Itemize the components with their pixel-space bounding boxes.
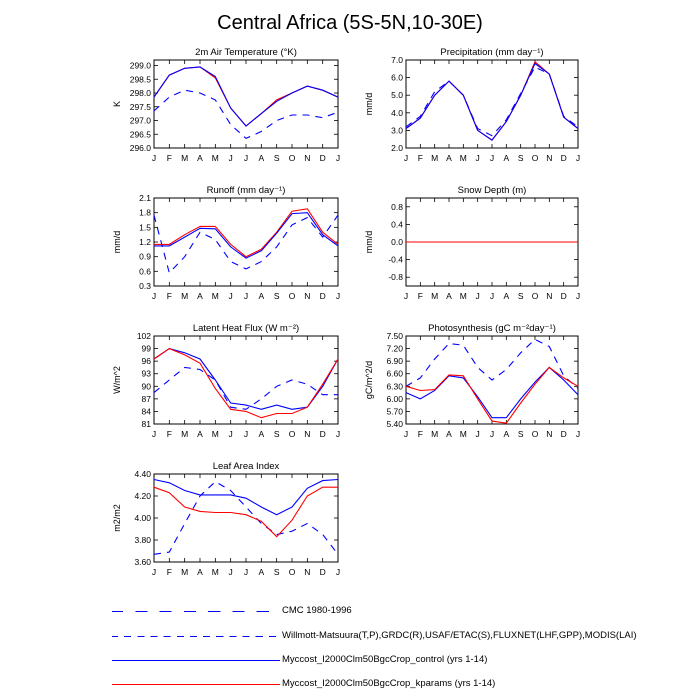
chart-panel-1 [364, 47, 580, 163]
x-tick-label: J [575, 429, 581, 439]
x-tick-label: J [489, 291, 495, 301]
x-tick-label: J [475, 291, 480, 301]
x-tick-label: M [459, 291, 467, 301]
y-axis-label: mm/d [112, 230, 122, 254]
x-tick-label: M [431, 153, 439, 163]
x-tick-label: A [258, 429, 265, 439]
x-tick-label: J [489, 153, 495, 163]
x-tick-label: S [273, 567, 280, 577]
y-tick-label: 2.0 [391, 143, 403, 153]
x-tick-label: A [258, 291, 265, 301]
chart-panel-2 [112, 185, 340, 301]
x-tick-label: A [197, 291, 203, 301]
x-tick-label: O [288, 567, 296, 577]
x-tick-label: A [503, 291, 510, 301]
y-tick-label: 1.5 [139, 222, 151, 233]
y-tick-label: 0.9 [139, 251, 151, 262]
x-tick-label: M [181, 567, 189, 577]
x-tick-label: J [489, 429, 495, 439]
x-tick-label: M [181, 291, 189, 301]
x-tick-label: J [228, 153, 233, 163]
x-tick-label: A [197, 567, 203, 577]
x-tick-label: M [211, 153, 219, 163]
x-tick-label: A [197, 429, 203, 439]
y-tick-label: 6.0 [391, 72, 403, 83]
x-tick-label: A [503, 429, 510, 439]
x-tick-label: J [151, 291, 157, 301]
x-tick-label: S [517, 429, 524, 439]
x-tick-label: O [288, 291, 296, 301]
panel-title: Snow Depth (m) [457, 185, 527, 196]
series-line-2 [406, 64, 578, 141]
y-tick-label: 93 [141, 368, 151, 379]
y-tick-label: 96 [141, 356, 151, 367]
legend-label-cmc: CMC 1980-1996 [282, 605, 352, 616]
panel-title: Runoff (mm day⁻¹) [206, 185, 286, 196]
x-tick-label: S [517, 153, 524, 163]
y-tick-label: -0.8 [388, 272, 403, 283]
y-tick-label: 0.6 [139, 266, 151, 277]
x-tick-label: M [181, 153, 189, 163]
x-tick-label: O [531, 429, 539, 439]
x-tick-label: F [417, 429, 423, 439]
x-tick-label: J [151, 429, 157, 439]
y-tick-label: 6.30 [386, 381, 403, 392]
y-tick-label: 298.5 [129, 74, 151, 85]
x-tick-label: S [273, 153, 280, 163]
y-tick-label: 0.4 [391, 219, 403, 230]
y-tick-label: 4.00 [134, 513, 151, 523]
series-line-2 [406, 367, 578, 423]
legend-line-cmc [112, 611, 280, 612]
x-tick-label: M [181, 429, 189, 439]
x-tick-label: J [403, 153, 409, 163]
y-tick-label: 7.50 [386, 331, 403, 341]
y-tick-label: 7.0 [391, 55, 403, 65]
y-axis-label: gC/m^2/d [364, 360, 374, 400]
x-tick-label: N [304, 429, 311, 439]
plot-frame [406, 60, 578, 148]
x-tick-label: N [546, 291, 553, 301]
y-tick-label: 5.40 [386, 419, 403, 429]
y-tick-label: 299.0 [129, 60, 151, 71]
y-tick-label: 296.5 [129, 129, 151, 140]
y-tick-label: 3.60 [134, 557, 151, 567]
x-tick-label: J [243, 429, 249, 439]
series-line-1 [406, 62, 578, 140]
legend-line-control [112, 660, 280, 661]
series-line-0 [154, 482, 338, 555]
x-tick-label: F [166, 291, 172, 301]
x-tick-label: J [228, 291, 233, 301]
y-tick-label: 90 [141, 381, 151, 392]
x-tick-label: J [228, 429, 233, 439]
series-line-0 [154, 215, 338, 273]
x-tick-label: N [304, 291, 311, 301]
legend-line-observations [112, 636, 280, 637]
x-tick-label: A [503, 153, 510, 163]
x-tick-label: J [243, 291, 249, 301]
x-tick-label: D [560, 291, 567, 301]
y-axis-label: m2/m2 [112, 504, 122, 532]
series-line-0 [406, 339, 578, 388]
x-tick-label: J [475, 153, 480, 163]
x-tick-label: F [417, 291, 423, 301]
x-tick-label: J [335, 567, 341, 577]
series-line-1 [406, 367, 578, 417]
x-tick-label: F [166, 429, 172, 439]
x-tick-label: O [288, 153, 296, 163]
x-tick-label: D [560, 153, 567, 163]
chart-panel-5 [364, 323, 580, 439]
y-tick-label: 6.00 [386, 393, 403, 404]
plot-frame [154, 60, 338, 148]
chart-panel-0 [112, 47, 340, 163]
legend-line-kparams [112, 684, 280, 685]
x-tick-label: J [403, 291, 409, 301]
x-tick-label: N [304, 567, 311, 577]
x-tick-label: J [243, 153, 249, 163]
y-tick-label: 4.0 [391, 107, 403, 118]
y-axis-label: mm/d [364, 92, 374, 116]
x-tick-label: A [197, 153, 203, 163]
x-tick-label: F [166, 567, 172, 577]
x-tick-label: A [446, 429, 452, 439]
x-tick-label: J [151, 567, 157, 577]
y-tick-label: 6.90 [386, 356, 403, 367]
legend-label-control: Myccost_I2000Clm50BgcCrop_control (yrs 1-14) [282, 654, 488, 665]
chart-panel-6 [112, 461, 340, 577]
x-tick-label: M [211, 429, 219, 439]
chart-panel-3 [364, 185, 580, 301]
chart-panel-4 [112, 323, 340, 439]
x-tick-label: F [166, 153, 172, 163]
x-tick-label: S [517, 291, 524, 301]
panel-title: 2m Air Temperature (°K) [195, 47, 297, 58]
y-tick-label: 87 [141, 393, 151, 404]
y-tick-label: 5.0 [391, 90, 403, 101]
y-tick-label: 0.0 [391, 237, 403, 247]
series-line-2 [154, 349, 338, 418]
series-line-2 [154, 67, 338, 126]
y-tick-label: 297.5 [129, 101, 151, 112]
panel-title: Photosynthesis (gC m⁻²day⁻¹) [428, 323, 556, 334]
x-tick-label: O [288, 429, 296, 439]
panel-title: Precipitation (mm day⁻¹) [440, 47, 544, 58]
x-tick-label: D [560, 429, 567, 439]
x-tick-label: D [319, 153, 326, 163]
y-tick-label: 297.0 [129, 115, 151, 126]
series-line-1 [154, 209, 338, 257]
panel-title: Latent Heat Flux (W m⁻²) [192, 323, 300, 334]
y-tick-label: 102 [136, 331, 151, 341]
x-tick-label: F [417, 153, 423, 163]
x-tick-label: M [211, 567, 219, 577]
x-tick-label: M [211, 291, 219, 301]
x-tick-label: M [459, 429, 467, 439]
y-axis-label: W/m^2 [112, 366, 122, 394]
x-tick-label: A [258, 567, 265, 577]
x-tick-label: S [273, 291, 280, 301]
x-tick-label: S [273, 429, 280, 439]
x-tick-label: M [431, 291, 439, 301]
x-tick-label: J [228, 567, 233, 577]
y-tick-label: 5.70 [386, 406, 403, 417]
x-tick-label: J [335, 291, 341, 301]
x-tick-label: D [319, 429, 326, 439]
y-axis-label: mm/d [364, 230, 374, 254]
y-tick-label: 296.0 [129, 143, 151, 153]
y-tick-label: 298.0 [129, 88, 151, 98]
x-tick-label: N [546, 153, 553, 163]
panel-title: Leaf Area Index [212, 461, 280, 472]
x-tick-label: J [403, 429, 409, 439]
x-tick-label: J [243, 567, 249, 577]
series-line-0 [154, 90, 338, 138]
y-axis-label: K [112, 100, 122, 108]
y-tick-label: 99 [141, 343, 151, 354]
plot-frame [154, 198, 338, 286]
x-tick-label: O [531, 291, 539, 301]
series-line-1 [154, 349, 338, 410]
x-tick-label: N [546, 429, 553, 439]
legend-label-observations: Willmott-Matsuura(T,P),GRDC(R),USAF/ETAC(S),FLUXNET(LHF,GPP),MODIS(LAI) [282, 630, 637, 641]
x-tick-label: A [446, 291, 452, 301]
x-tick-label: J [575, 291, 581, 301]
x-tick-label: O [531, 153, 539, 163]
x-tick-label: M [459, 153, 467, 163]
series-line-0 [406, 67, 578, 136]
y-tick-label: 6.60 [386, 368, 403, 379]
x-tick-label: J [151, 153, 157, 163]
x-tick-label: A [258, 153, 265, 163]
series-line-2 [154, 213, 338, 258]
y-tick-label: 84 [141, 406, 151, 417]
y-tick-label: 7.20 [386, 343, 403, 354]
series-line-1 [154, 67, 338, 126]
x-tick-label: N [304, 153, 311, 163]
legend-label-kparams: Myccost_I2000Clm50BgcCrop_kparams (yrs 1-14) [282, 678, 496, 689]
x-tick-label: J [335, 153, 341, 163]
plot-frame [154, 336, 338, 424]
y-tick-label: 3.0 [391, 125, 403, 136]
y-tick-label: 1.2 [139, 237, 151, 247]
y-tick-label: 2.1 [139, 193, 151, 203]
y-tick-label: -0.4 [388, 254, 403, 265]
x-tick-label: J [575, 153, 581, 163]
x-tick-label: M [431, 429, 439, 439]
figure-title: Central Africa (5S-5N,10-30E) [217, 12, 483, 34]
x-tick-label: J [475, 429, 480, 439]
y-tick-label: 4.20 [134, 491, 151, 501]
y-tick-label: 1.8 [139, 207, 151, 218]
y-tick-label: 81 [141, 419, 151, 429]
x-tick-label: A [446, 153, 452, 163]
x-tick-label: D [319, 567, 326, 577]
y-tick-label: 0.3 [139, 281, 151, 291]
series-line-1 [154, 480, 338, 515]
x-tick-label: D [319, 291, 326, 301]
y-tick-label: 0.8 [391, 201, 403, 212]
y-tick-label: 3.80 [134, 535, 151, 545]
x-tick-label: J [335, 429, 341, 439]
y-tick-label: 4.40 [134, 469, 151, 479]
